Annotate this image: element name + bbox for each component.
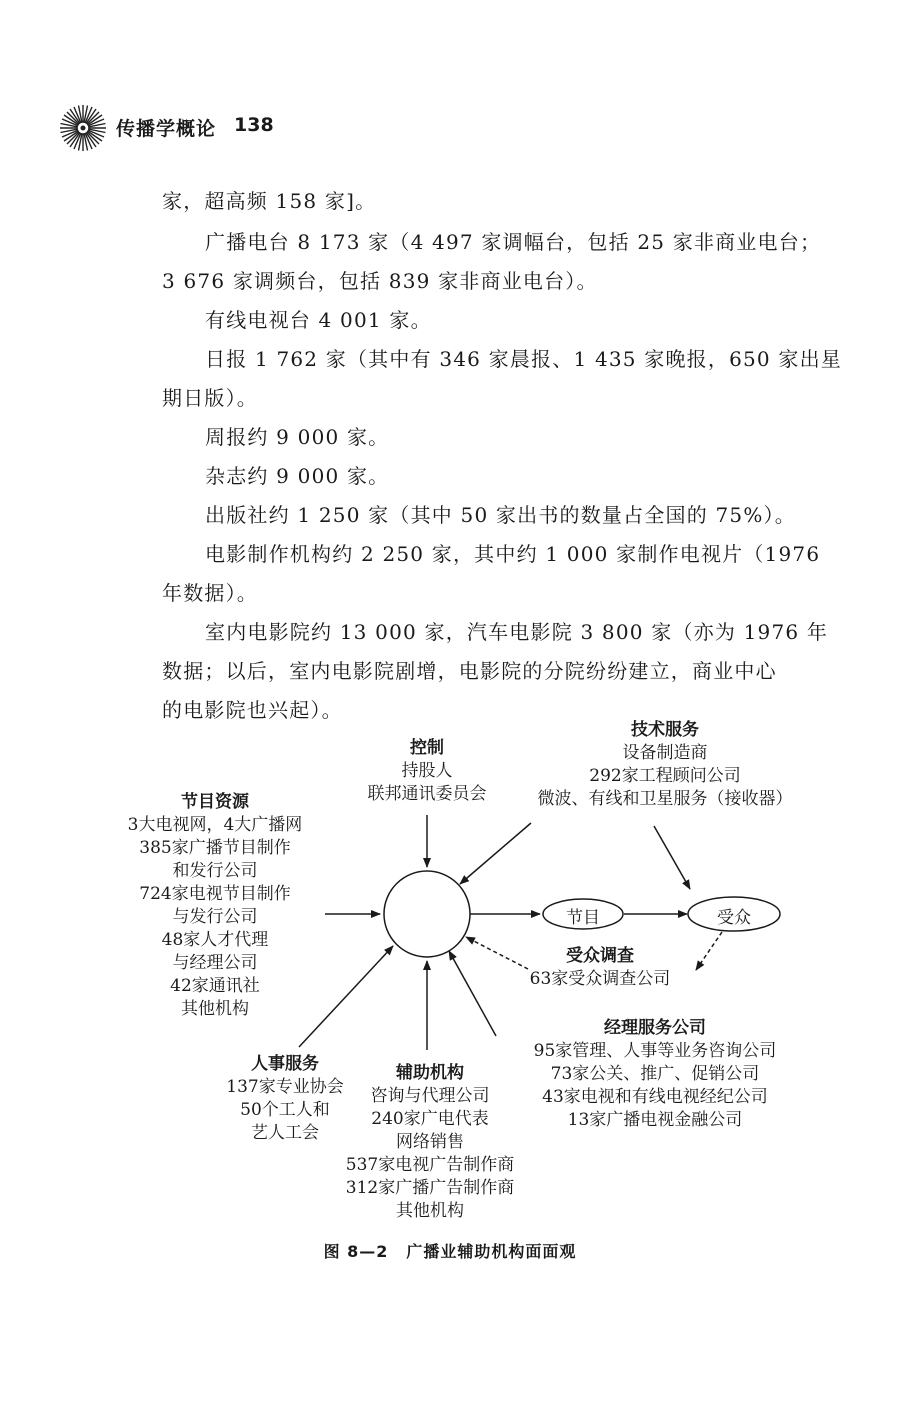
text-line-3: 3 676 家调频台，包括 839 家非商业电台）。: [162, 269, 598, 293]
arrow-tech-to-audience: [654, 826, 690, 889]
auxiliary-agencies-block: [330, 1062, 530, 1223]
management-services-block: [505, 1017, 805, 1132]
tech-title: 技术服务: [631, 720, 699, 740]
text-line-11: 年数据）。: [162, 581, 258, 605]
book-title: 传播学概论: [116, 118, 217, 140]
personnel-item: 艺人工会: [251, 1123, 319, 1143]
auxiliary-title: 辅助机构: [396, 1063, 464, 1083]
node-program-label: 节目: [566, 908, 600, 928]
text-line-5: 日报 1 762 家（其中有 346 家晨报、1 435 家晚报，650 家出星: [205, 347, 843, 371]
control-item: 持股人: [401, 761, 453, 781]
auxiliary-item: 咨询与代理公司: [370, 1086, 490, 1106]
central-circle: [384, 871, 470, 957]
figure-caption: [0, 1239, 900, 1262]
auxiliary-item: 312家广播广告制作商: [345, 1178, 515, 1198]
text-line-7: 周报约 9 000 家。: [205, 425, 390, 449]
program-resources-title: 节目资源: [181, 792, 249, 812]
text-line-4: 有线电视台 4 001 家。: [205, 308, 432, 332]
personnel-title: 人事服务: [251, 1054, 319, 1074]
control-title: 控制: [410, 738, 444, 758]
tech-item: 微波、有线和卫星服务（接收器）: [537, 789, 793, 809]
management-item: 13家广播电视金融公司: [567, 1110, 743, 1130]
management-title: 经理服务公司: [604, 1018, 706, 1038]
program-resources-item: 724家电视节目制作: [139, 884, 291, 904]
arrow-tech: [460, 823, 531, 884]
audience-survey-block: [510, 945, 690, 991]
auxiliary-item: 网络销售: [396, 1132, 464, 1152]
program-resources-item: 3大电视网，4大广播网: [127, 815, 303, 835]
management-item: 73家公关、推广、促销公司: [550, 1064, 760, 1084]
figure-title: 广播业辅助机构面面观: [406, 1242, 577, 1261]
personnel-item: 50个工人和: [240, 1100, 330, 1120]
program-resources-item: 和发行公司: [172, 861, 258, 881]
program-resources-item: 其他机构: [181, 999, 249, 1019]
program-resources-item: 与经理公司: [172, 953, 258, 973]
control-block: [327, 737, 527, 806]
tech-item: 设备制造商: [622, 743, 708, 763]
program-resources-item: 385家广播节目制作: [139, 838, 291, 858]
program-resources-item: 42家通讯社: [170, 976, 260, 996]
page-number: 138: [234, 114, 274, 136]
program-resources-item: 48家人才代理: [161, 930, 269, 950]
text-line-2: 广播电台 8 173 家（4 497 家调幅台，包括 25 家非商业电台；: [205, 230, 822, 254]
tech-services-block: [505, 719, 825, 811]
auxiliary-item: 240家广电代表: [371, 1109, 489, 1129]
text-line-6: 期日版）。: [162, 386, 258, 410]
text-line-9: 出版社约 1 250 家（其中 50 家出书的数量占全国的 75%）。: [205, 503, 796, 527]
text-line-14: 的电影院也兴起）。: [162, 698, 343, 722]
program-resources-item: 与发行公司: [172, 907, 258, 927]
program-resources-block: [110, 791, 320, 1021]
management-item: 95家管理、人事等业务咨询公司: [533, 1041, 777, 1061]
text-line-10: 电影制作机构约 2 250 家，其中约 1 000 家制作电视片（1976: [205, 542, 821, 566]
auxiliary-item: 537家电视广告制作商: [345, 1155, 515, 1175]
management-item: 43家电视和有线电视经纪公司: [542, 1087, 768, 1107]
audience-survey-title: 受众调查: [566, 946, 634, 966]
personnel-item: 137家专业协会: [226, 1077, 344, 1097]
node-audience-label: 受众: [717, 908, 751, 928]
text-line-1: 家，超高频 158 家]。: [162, 189, 377, 213]
audience-survey-item: 63家受众调查公司: [529, 969, 671, 989]
arrow-management: [449, 951, 496, 1036]
tech-item: 292家工程顾问公司: [589, 766, 741, 786]
figure-number: 图 8—2: [323, 1242, 389, 1261]
text-line-8: 杂志约 9 000 家。: [205, 464, 390, 488]
auxiliary-item: 其他机构: [396, 1201, 464, 1221]
text-line-12: 室内电影院约 13 000 家，汽车电影院 3 800 家（亦为 1976 年: [205, 620, 829, 644]
text-line-13: 数据；以后，室内电影院剧增，电影院的分院纷纷建立，商业中心: [162, 659, 777, 683]
arrow-audience-to-survey: [696, 932, 722, 970]
control-item: 联邦通讯委员会: [367, 784, 487, 804]
